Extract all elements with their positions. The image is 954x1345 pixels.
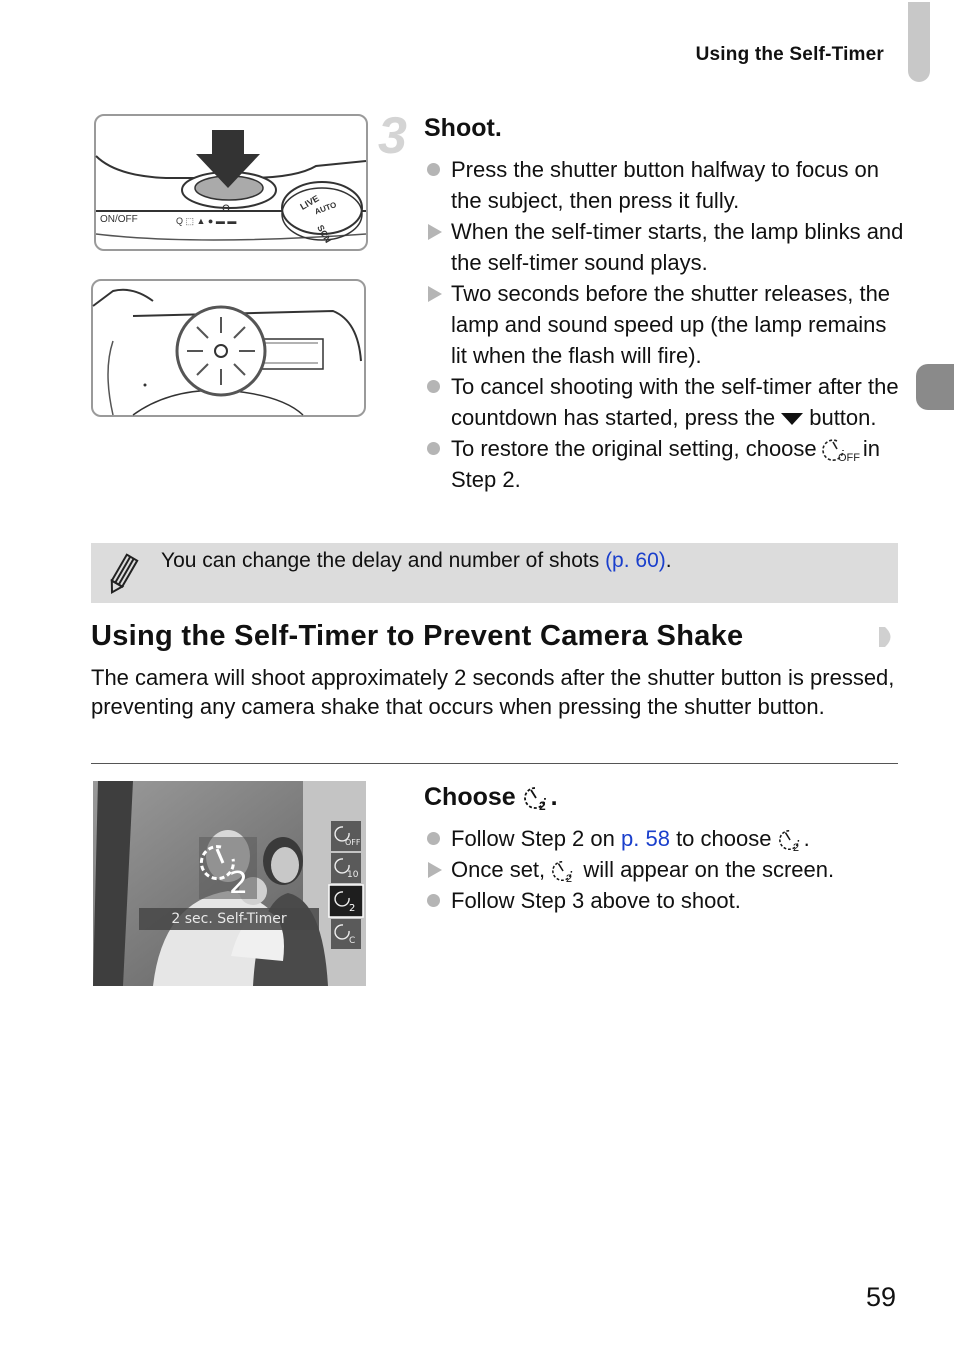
svg-text:OFF: OFF	[837, 452, 860, 465]
camera-top-drawing	[96, 116, 366, 249]
dial-live: LIVE	[298, 193, 321, 212]
bullet-dot-icon	[424, 154, 446, 185]
section-title: Using the Self-Timer to Prevent Camera Shake	[91, 620, 744, 652]
page-number: 59	[866, 1282, 897, 1312]
choose-title: Choose 2 .	[424, 783, 558, 814]
pencil-icon	[105, 553, 139, 597]
running-header: Using the Self-Timer	[695, 44, 884, 65]
list-item: To restore the original setting, choose OFF in Step 2.	[424, 433, 904, 495]
menu-2: 2	[349, 903, 356, 914]
list-item: When the self-timer starts, the lamp blinks and the self-timer sound plays.	[424, 216, 904, 278]
bullet-dot-icon	[424, 433, 446, 464]
chapter-tab	[916, 364, 954, 410]
list-item: Press the shutter button halfway to focus on the subject, then press it fully.	[424, 154, 904, 216]
self-timer-off-icon	[823, 436, 860, 465]
dial-scn: SCN	[315, 223, 334, 245]
choose-bullet-list	[424, 823, 904, 916]
bullet-dot-icon	[424, 371, 446, 402]
list-item: Two seconds before the shutter releases, the lamp and sound speed up (the lamp remains lit when the flash will fire).	[424, 278, 904, 371]
step-number: 3	[378, 107, 407, 165]
timer-mode-label: 2 sec. Self-Timer	[139, 908, 319, 930]
note-box	[91, 543, 898, 603]
note-text: You can change the delay and number of shots (p. 60).	[161, 549, 672, 572]
menu-custom: C	[349, 936, 356, 946]
menu-off: OFF	[345, 838, 361, 847]
svg-text:Q ⬚ ▲ ● ▬ ▬: Q ⬚ ▲ ● ▬ ▬	[176, 216, 237, 226]
self-timer-2sec-icon	[523, 784, 551, 812]
menu-10: 10	[347, 870, 359, 880]
shutter-button-illustration	[94, 114, 368, 251]
svg-text:2: 2	[792, 842, 799, 855]
section-body: The camera will shoot approximately 2 seconds after the shutter button is pressed, preventing any camera shake that occurs when pressing the shutter button.	[91, 665, 895, 719]
down-button-icon	[781, 413, 803, 425]
self-timer-2sec-icon	[778, 827, 804, 853]
page-link[interactable]: (p. 60)	[605, 549, 666, 572]
svg-text:2: 2	[538, 799, 546, 814]
result-arrow-icon	[424, 854, 446, 885]
lcd-screen-photo	[93, 781, 366, 986]
result-arrow-icon	[424, 278, 446, 309]
svg-text:2: 2	[566, 873, 573, 886]
step3-bullet-list	[424, 154, 904, 495]
camera-front-drawing	[93, 281, 364, 415]
divider	[91, 763, 898, 764]
result-arrow-icon	[424, 216, 446, 247]
on-off-label: ON/OFF	[100, 214, 138, 225]
bullet-dot-icon	[424, 823, 446, 854]
list-item: Follow Step 3 above to shoot.	[424, 885, 904, 916]
dial-auto: AUTO	[313, 200, 338, 217]
self-timer-2sec-icon	[551, 858, 577, 884]
timer-menu	[329, 821, 363, 949]
step-title: Shoot.	[424, 114, 502, 142]
header-tab	[908, 2, 930, 82]
section-marker-icon	[877, 626, 897, 648]
list-item: Once set, 2 will appear on the screen.	[424, 854, 904, 885]
page-link[interactable]: p. 58	[621, 826, 670, 851]
list-item: To cancel shooting with the self-timer after the countdown has started, press the button.	[424, 371, 904, 433]
self-timer-lamp-illustration	[91, 279, 366, 417]
list-item: Follow Step 2 on p. 58 to choose 2 .	[424, 823, 904, 854]
family-photo	[93, 781, 366, 986]
big-timer-digit: 2	[229, 866, 249, 901]
bullet-dot-icon	[424, 885, 446, 916]
